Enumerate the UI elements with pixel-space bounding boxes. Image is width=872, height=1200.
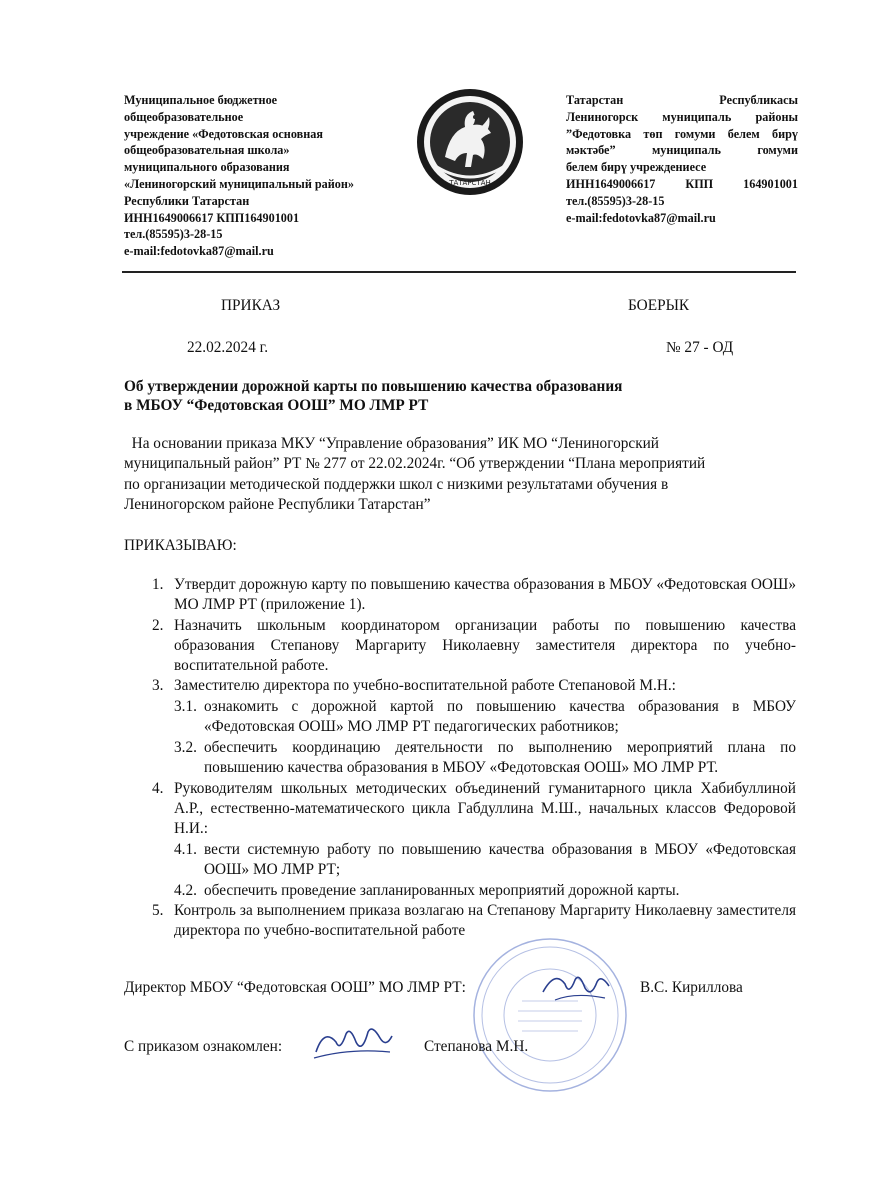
acknowledgement-label: С приказом ознакомлен: xyxy=(124,1038,283,1055)
basis-line: Лениногорском районе Республики Татарстан” xyxy=(124,496,431,513)
header-right-line: Лениногорск муниципаль районы xyxy=(566,109,798,124)
item-text: обеспечить проведение запланированных мероприятий дорожной карты. xyxy=(204,882,680,899)
header-right-line: белем бирү учреждениесе xyxy=(566,160,707,175)
item-text: Контроль за выполнением приказа возлагаю на Степанову Маргариту Николаевну заместителя директора по учебно-воспитательной работе xyxy=(174,902,796,940)
director-name: В.С. Кириллова xyxy=(640,979,743,996)
item-text: обеспечить координацию деятельности по выполнению мероприятий плана по повышению качества образования в МБОУ «Федотовская ООШ» МО ЛМР РТ. xyxy=(204,739,796,777)
item-number: 3. xyxy=(152,677,164,694)
header-left-line: e-mail:fedotovka87@mail.ru xyxy=(124,244,274,259)
item-number: 3.2. xyxy=(174,739,197,756)
item-number: 2. xyxy=(152,617,164,634)
item-text: вести системную работу по повышению качества образования в МБОУ «Федотовская ООШ» МО ЛМР РТ; xyxy=(204,841,796,879)
decree-heading: ПРИКАЗЫВАЮ: xyxy=(124,537,237,554)
header-left-line: ИНН1649006617 КПП164901001 xyxy=(124,210,300,225)
item-text: Утвердит дорожную карту по повышению качества образования в МБОУ «Федотовская ООШ» МО ЛМР РТ (приложение 1). xyxy=(174,576,796,614)
header-right-line: Татарстан Республикасы xyxy=(566,93,798,107)
basis-line: муниципальный район” РТ № 277 от 22.02.2024г. “Об утверждении “Плана мероприятий xyxy=(124,455,706,472)
order-label-tt: БОЕРЫК xyxy=(628,297,690,314)
school-stamp-icon xyxy=(470,935,630,1095)
item-number: 1. xyxy=(152,576,164,593)
item-number: 3.1. xyxy=(174,698,197,715)
item-text: Назначить школьным координатором организации работы по повышению качества образования Степанову Маргариту Николаевну заместителя директора по учебно-воспитательной работе. xyxy=(174,617,796,675)
item-text: Руководителям школьных методических объединений гуманитарного цикла Хабибуллиной А.Р., естественно-математического цикла Габдуллина М.Ш., начальных классов Федоровой Н.И.: xyxy=(174,780,796,838)
item-number: 5. xyxy=(152,902,164,919)
header-right-line: ”Федотовка төп гомуми белем бирү xyxy=(566,126,798,141)
header-left-line: общеобразовательное xyxy=(124,109,244,124)
basis-line: по организации методической поддержки школ с низкими результатами обучения в xyxy=(124,476,669,493)
header-left-requisites xyxy=(124,92,409,260)
header-left-line: тел.(85595)3-28-15 xyxy=(124,227,223,242)
header-left-line: Муниципальное бюджетное xyxy=(124,93,278,107)
emblem-caption: ТАТАРСТАН xyxy=(449,179,491,187)
header-right-line: тел.(85595)3-28-15 xyxy=(566,193,665,208)
director-label: Директор МБОУ “Федотовская ООШ” МО ЛМР РТ: xyxy=(124,979,466,996)
header-right-line: ИНН1649006617 КПП 164901001 xyxy=(566,176,798,191)
order-number: № 27 - ОД xyxy=(666,339,734,356)
header-right-line: мәктәбе” муниципаль гомуми xyxy=(566,143,798,158)
header-left-line: Республики Татарстан xyxy=(124,193,250,208)
acknowledgement-name: Степанова М.Н. xyxy=(424,1038,529,1055)
director-signature-icon xyxy=(535,962,615,1012)
basis-line: На основании приказа МКУ “Управление образования” ИК МО “Лениногорский xyxy=(124,435,659,452)
order-date: 22.02.2024 г. xyxy=(187,339,269,356)
order-label-ru: ПРИКАЗ xyxy=(221,297,281,314)
item-text: ознакомить с дорожной картой по повышению качества образования в МБОУ «Федотовская ООШ» МО ЛМР РТ педагогических работников; xyxy=(204,698,796,736)
header-divider xyxy=(122,271,796,273)
item-number: 4.2. xyxy=(174,882,197,899)
header-left-line: учреждение «Федотовская основная xyxy=(124,126,323,141)
item-text: Заместителю директора по учебно-воспитательной работе Степановой М.Н.: xyxy=(174,677,676,694)
header-left-line: муниципального образования xyxy=(124,160,290,175)
header-left-line: «Лениногорский муниципальный район» xyxy=(124,176,354,191)
acknowledgement-signature-icon xyxy=(310,1018,395,1066)
tatarstan-emblem-icon xyxy=(415,87,525,197)
order-title-line1: Об утверждении дорожной карты по повышению качества образования xyxy=(124,378,623,395)
item-number: 4.1. xyxy=(174,841,197,858)
header-right-line: e-mail:fedotovka87@mail.ru xyxy=(566,210,716,225)
header-right-requisites xyxy=(566,92,798,226)
item-number: 4. xyxy=(152,780,164,797)
order-title-line2: в МБОУ “Федотовская ООШ” МО ЛМР РТ xyxy=(124,397,429,414)
header-left-line: общеобразовательная школа» xyxy=(124,143,290,158)
